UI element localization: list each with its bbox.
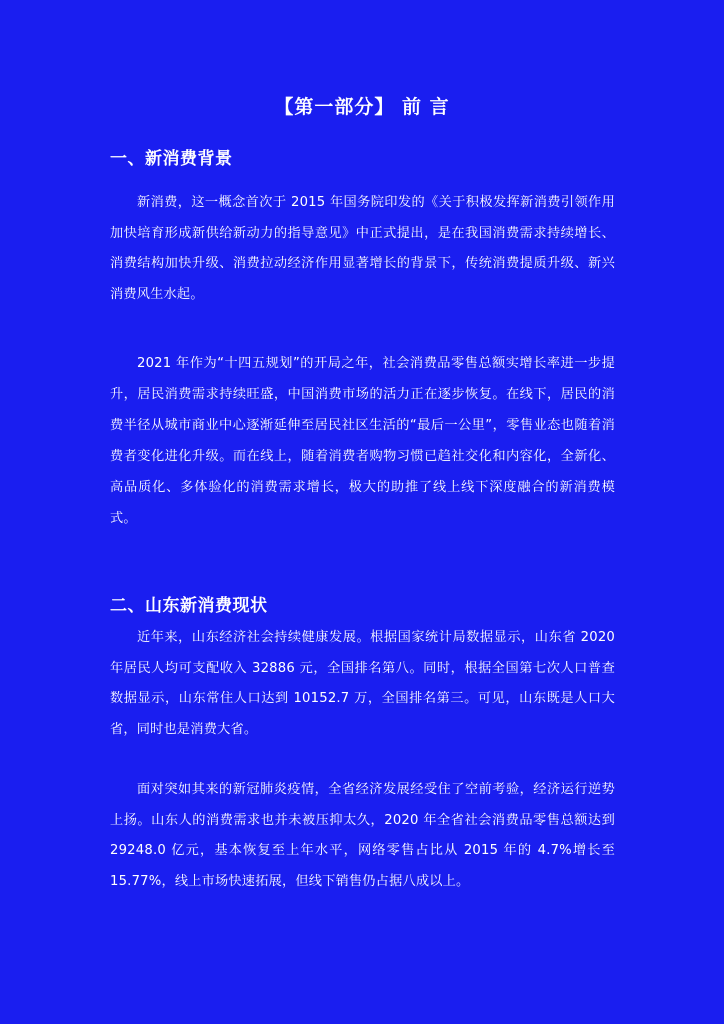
- section-heading-background: 一、新消费背景: [110, 149, 233, 169]
- page-title: 【第一部分】 前 言: [274, 96, 450, 118]
- paragraph-status-2: 面对突如其来的新冠肺炎疫情，全省经济发展经受住了空前考验，经济运行逆势上扬。山东人的消费需求也并未被压抑太久，2020 年全省社会消费品零售总额达到 29248.0 亿元，基本恢复至上年水平，网络零售占比从 2015 年的 4.7%增长至 15.77%，线上市场快速拓展，但线下销售仍占据八成以上。: [110, 782, 615, 890]
- paragraph-status-1: 近年来，山东经济社会持续健康发展。根据国家统计局数据显示，山东省 2020 年居民人均可支配收入 32886 元，全国排名第八。同时，根据全国第七次人口普查数据显示，山东常住人口达到 10152.7 万，全国排名第三。可见，山东既是人口大省，同时也是消费大省。: [110, 630, 615, 738]
- section-heading-status: 二、山东新消费现状: [110, 596, 268, 616]
- paragraph-background-1: 新消费，这一概念首次于 2015 年国务院印发的《关于积极发挥新消费引领作用 加快培育形成新供给新动力的指导意见》中正式提出，是在我国消费需求持续增长、消费结构加快升级、消费拉动经济作用显著增长的背景下，传统消费提质升级、新兴消费风生水起。: [110, 195, 615, 302]
- paragraph-background-2: 2021 年作为“十四五规划”的开局之年，社会消费品零售总额实增长率进一步提升，居民消费需求持续旺盛，中国消费市场的活力正在逐步恢复。在线下，居民的消费半径从城市商业中心逐渐延伸至居民社区生活的“最后一公里”，零售业态也随着消费者变化进化升级。而在线上，随着消费者购物习惯已趋社交化和内容化，全新化、高品质化、多体验化的消费需求增长，极大的助推了线上线下深度融合的新消费模式。: [110, 356, 615, 526]
